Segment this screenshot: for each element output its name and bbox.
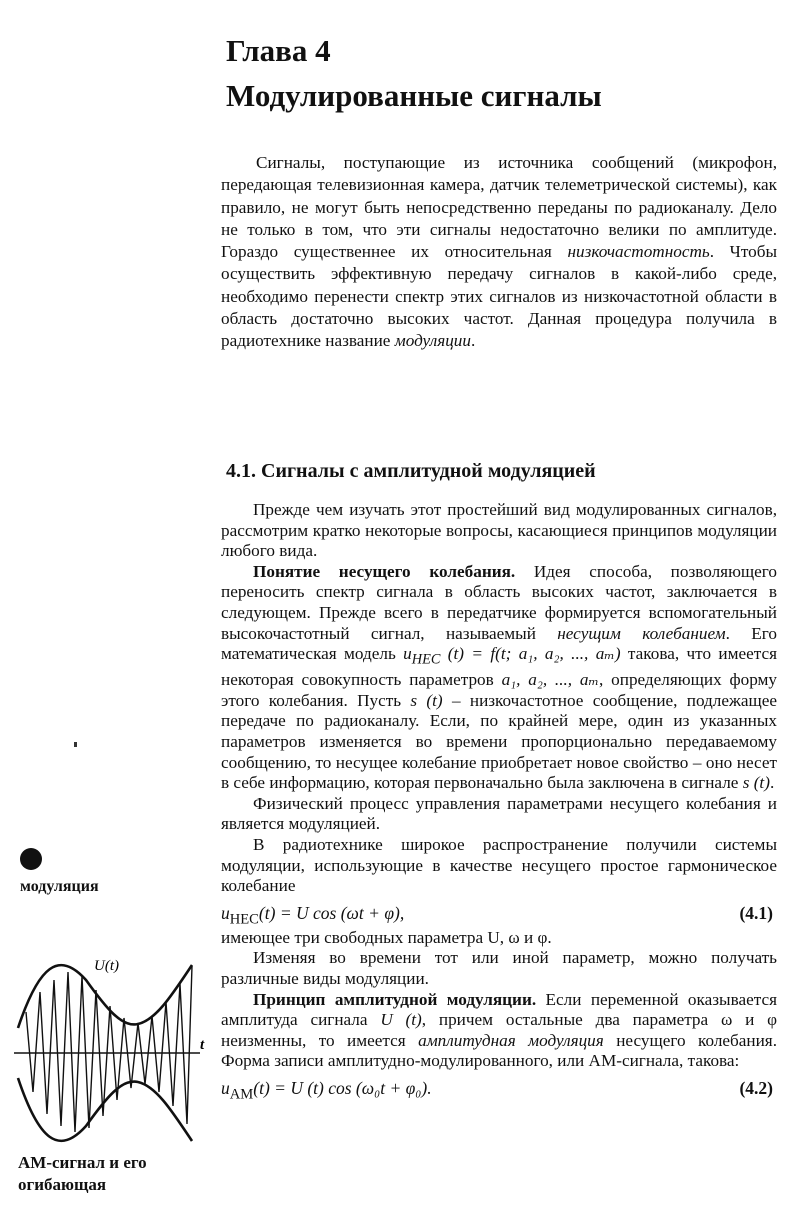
- intro-term: низкочастотность: [567, 242, 710, 262]
- section-title: 4.1. Сигналы с амплитудной модуляцией: [226, 460, 596, 482]
- equation-formula: $u_{АМ}(t) = U$ (t) cos (ω₀t + φ₀).: [221, 1077, 432, 1103]
- intro-text: . Чтобы осуществить эффективную передачу сигналов в какой-либо среде, необходимо перенести спектр этих сигналов из низкочастотной области в область достаточно высоких частот. Данная процедура получила в радиотехнике название: [221, 242, 778, 351]
- body-paragraph: В радиотехнике широкое распространение получили системы модуляции, использующие в качестве несущего простое гармоническое колебание: [221, 834, 777, 896]
- intro-text: Сигналы, поступающие из источника сообщений (микрофон, передающая телевизионная камера, датчик телеметрической системы), как правило, не могут быть непосредственно переданы по радиоканалу. Дело не только в том, что эти сигналы недостаточно велики по амплитуде. Гораздо существеннее их относительная: [221, 153, 777, 262]
- upper-envelope: [18, 965, 192, 1028]
- equation-formula: $u_{НЕС}(t) = U$ cos (ωt + φ),: [221, 902, 405, 928]
- section-body: [221, 500, 777, 1103]
- body-paragraph: Принцип амплитудной модуляции. Если переменной оказывается амплитуда сигнала U (t), причем остальные два параметра ω и φ неизменны, то имеется амплитудная модуляция несущего колебания. Форма записи амплитудно-модулированного, или АМ-сигнала, такова:: [221, 989, 777, 1071]
- intro-text: .: [471, 331, 476, 351]
- axis-label-t: t: [200, 1037, 205, 1053]
- envelope-label: U(t): [94, 958, 119, 974]
- intro-term: модуляции: [394, 331, 471, 351]
- am-signal-figure: [14, 950, 214, 1150]
- inline-formula: U (t): [380, 1010, 422, 1030]
- margin-keyword: модуляция: [20, 878, 99, 895]
- inline-formula: a₁, a₂, ..., aₘ: [501, 670, 600, 690]
- inline-formula: s (t): [410, 690, 443, 710]
- body-paragraph: имеющее три свободных параметра U, ω и φ.: [221, 927, 552, 947]
- bullet-dot-icon: [20, 848, 42, 870]
- equation-4-1: [221, 900, 777, 926]
- term: несущим колебанием: [557, 623, 726, 643]
- runin-heading: Принцип амплитудной модуляции.: [253, 989, 537, 1009]
- intro-paragraph: [221, 152, 777, 353]
- body-paragraph: Понятие несущего колебания. Идея способа, позволяющего переносить спектр сигнала в область высоких частот, заключается в следующем. Прежде всего в передатчике формируется вспомогательный высокочастотный сигнал, называемый несущим колебанием. Его математическая модель $u_{НЕС}$ (t) = f(t; a₁, a₂, ..., aₘ) такова, что имеется некоторая совокупность параметров a₁, a₂, ..., aₘ, определяющих форму этого колебания. Пусть s (t) – низкочастотное сообщение, подлежащее передаче по радиоканалу. Если, по крайней мере, один из указанных параметров изменяется во времени пропорционально передаваемому сообщению, то несущее колебание приобретает новое свойство – оно несет в себе информацию, которая первоначально была заключена в сигнале s (t).: [221, 561, 778, 793]
- inline-formula: s (t): [742, 773, 770, 793]
- equation-4-2: [221, 1075, 777, 1101]
- chapter-number: Глава 4: [226, 33, 331, 68]
- equation-number: (4.1): [739, 902, 773, 923]
- figure-caption: АМ-сигнал и его огибающая: [18, 1153, 147, 1194]
- inline-formula: $u_{НЕС}$ (t) = f(t; a₁, a₂, ..., aₘ): [403, 644, 621, 668]
- body-paragraph: Изменяя во времени тот или иной параметр, можно получать различные виды модуляции.: [221, 948, 777, 988]
- term: амплитудная модуляция: [418, 1030, 604, 1050]
- chapter-title: Модулированные сигналы: [226, 78, 602, 113]
- runin-heading: Понятие несущего колебания.: [253, 561, 516, 581]
- body-paragraph: Прежде чем изучать этот простейший вид модулированных сигналов, рассмотрим кратко некоторые вопросы, касающиеся принципов модуляции любого вида.: [221, 500, 777, 561]
- equation-number: (4.2): [739, 1077, 773, 1098]
- margin-mark: [74, 742, 77, 747]
- body-paragraph: Физический процесс управления параметрами несущего колебания и является модуляцией.: [221, 793, 777, 834]
